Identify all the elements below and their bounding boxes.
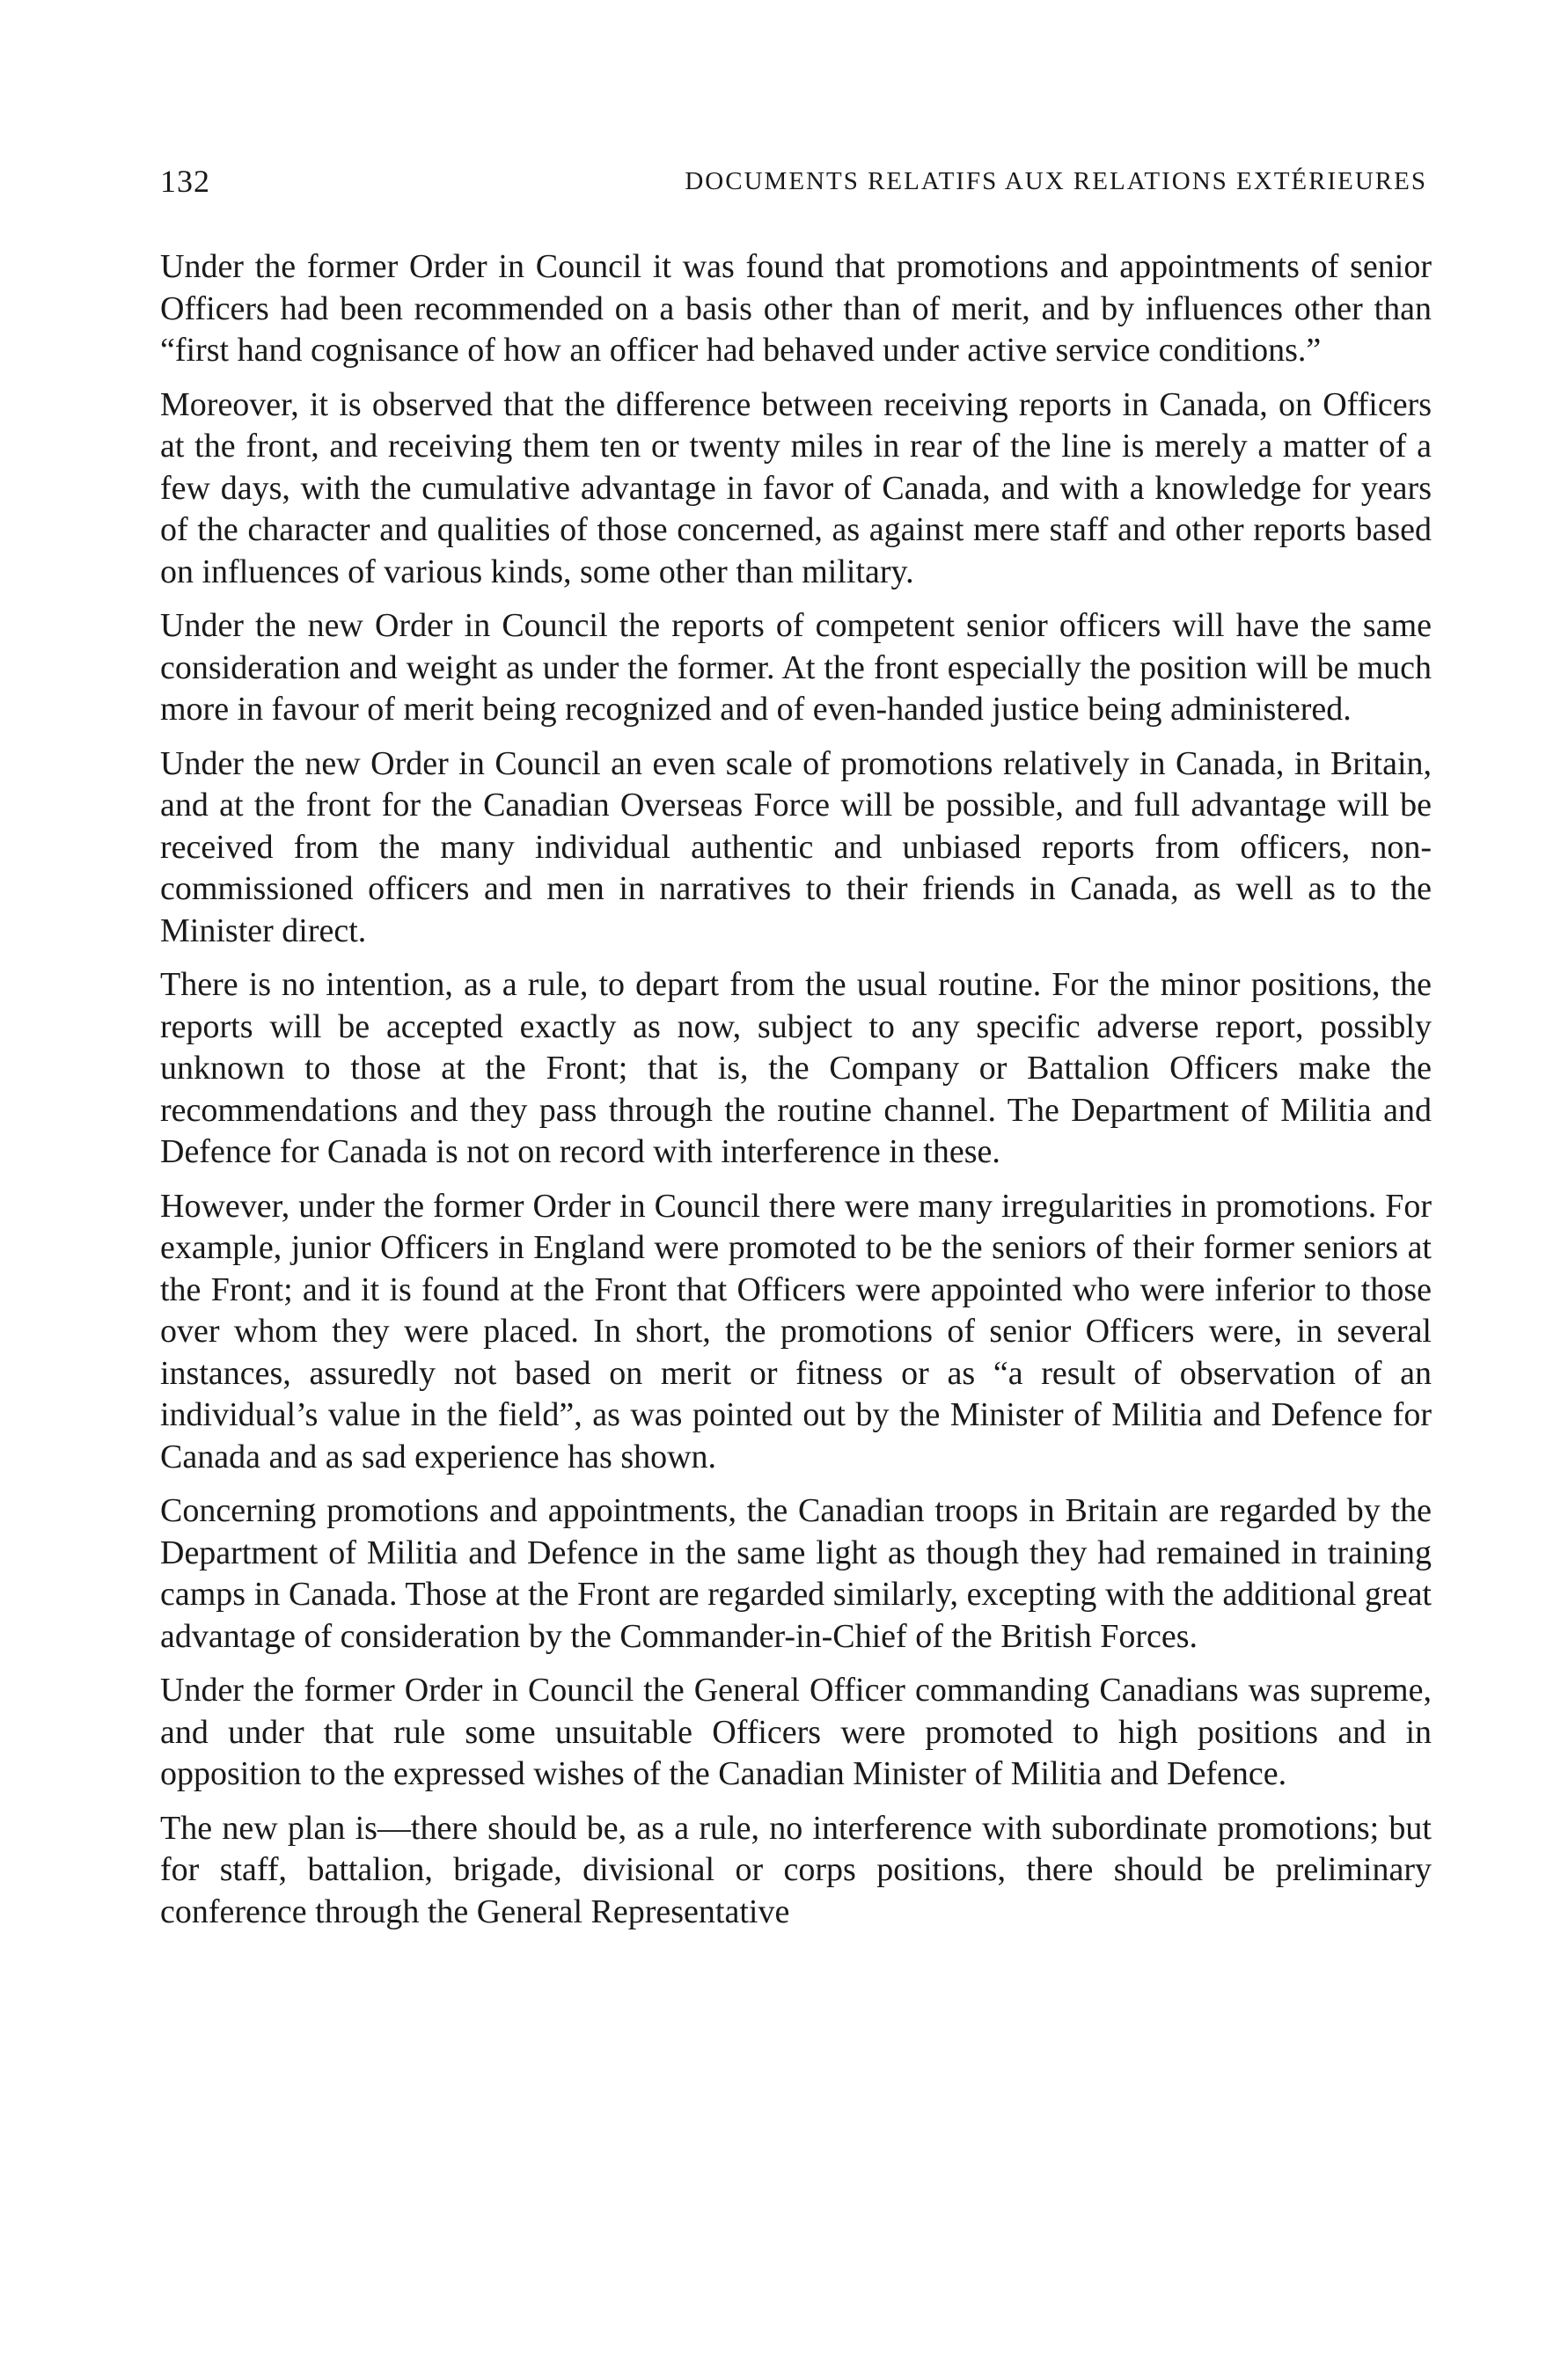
paragraph-1: Under the former Order in Council it was found that promotions and appointments of senior Officers had been recommended on a basis other than of merit, and by influences other than “first hand cognisance of how an officer had behaved under active service conditions.” xyxy=(160,248,1432,369)
running-title: DOCUMENTS RELATIFS AUX RELATIONS EXTÉRIEURES xyxy=(685,167,1427,195)
paragraph-7: Concerning promotions and appointments, the Canadian troops in Britain are regarded by the Department of Militia and Defence in the same light as though they had remained in training camps in Canada. Those at the Front are regarded similarly, excepting with the additional great advantage of consideration by the Commander-in-Chief of the British Forces. xyxy=(160,1492,1432,1655)
paragraph-4: Under the new Order in Council an even scale of promotions relatively in Canada, in Britain, and at the front for the Canadian Overseas Force will be possible, and full advantage will be received from the many individual authentic and unbiased reports from officers, non-commissioned officers and men in narratives to their friends in Canada, as well as to the Minister direct. xyxy=(160,744,1432,949)
paragraph-5: There is no intention, as a rule, to depart from the usual routine. For the minor positions, the reports will be accepted exactly as now, subject to any specific adverse report, possibly unknown to those at the Front; that is, the Company or Battalion Officers make the recommendations and they pass through the routine channel. The Department of Militia and Defence for Canada is not on record with interference in these. xyxy=(160,966,1432,1170)
page-number: 132 xyxy=(160,164,210,199)
paragraph-2: Moreover, it is observed that the difference between receiving reports in Canada, on Officers at the front, and receiving them ten or twenty miles in rear of the line is merely a matter of a few days, with the cumulative advantage in favor of Canada, and with a knowledge for years of the character and qualities of those concerned, as against mere staff and other reports based on influences of various kinds, some other than military. xyxy=(160,385,1432,590)
paragraph-6: However, under the former Order in Council there were many irregularities in promotions. For example, junior Officers in England were promoted to be the seniors of their former seniors at the Front; and it is found at the Front that Officers were appointed who were inferior to those over whom they were placed. In short, the promotions of senior Officers were, in several instances, assuredly not based on merit or fitness or as “a result of observation of an individual’s value in the field”, as was pointed out by the Minister of Militia and Defence for Canada and as sad experience has shown. xyxy=(160,1187,1432,1475)
paragraph-3: Under the new Order in Council the reports of competent senior officers will have the same consideration and weight as under the former. At the front especially the position will be much more in favour of merit being recognized and of even-handed justice being administered. xyxy=(160,607,1432,728)
paragraph-8: Under the former Order in Council the General Officer commanding Canadians was supreme, and under that rule some unsuitable Officers were promoted to high positions and in opposition to the expressed wishes of the Canadian Minister of Militia and Defence. xyxy=(160,1672,1432,1792)
running-header xyxy=(160,160,1427,202)
paragraph-9: The new plan is—there should be, as a rule, no interference with subordinate promotions; but for staff, battalion, brigade, divisional or corps positions, there should be preliminary conference through the General Representative xyxy=(160,1809,1432,1930)
body-text xyxy=(160,246,1432,1945)
